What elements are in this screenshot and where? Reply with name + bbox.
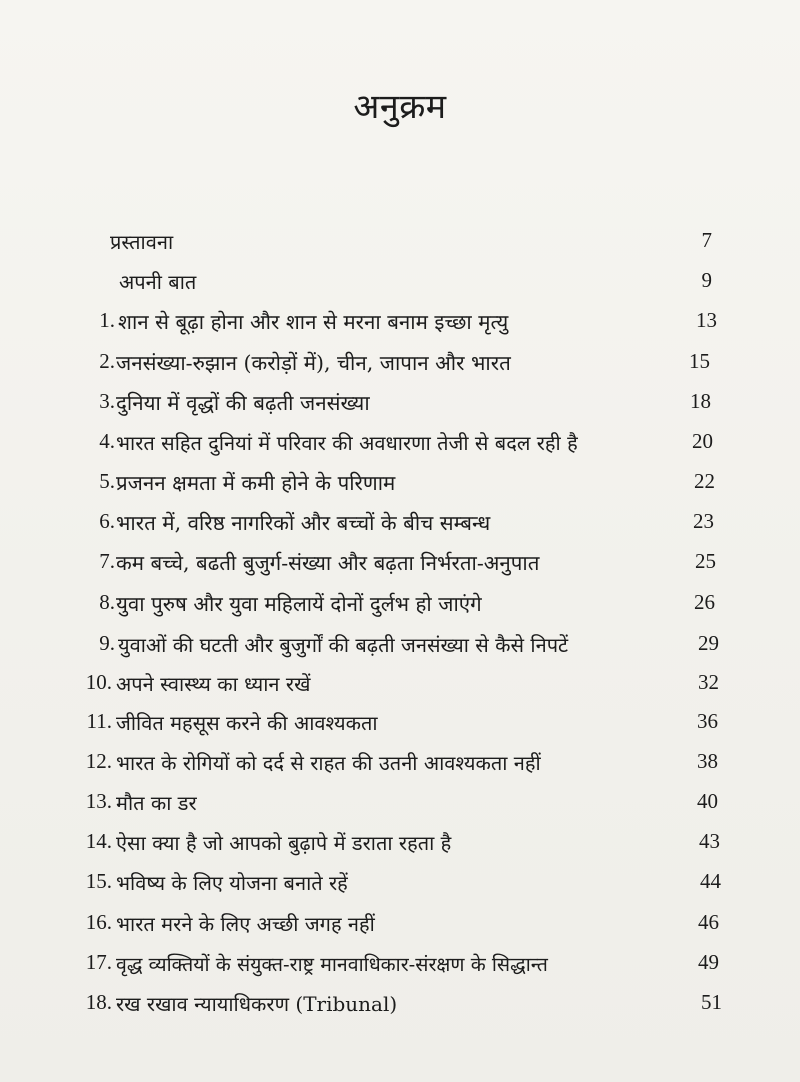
toc-entry-number: 7.: [99, 549, 115, 573]
toc-entry-number: 3.: [99, 389, 115, 413]
toc-entry: [0, 910, 800, 950]
toc-entry-number: 4.: [99, 429, 115, 453]
toc-entry-title: भारत सहित दुनियां में परिवार की अवधारणा तेजी से बदल रही है: [116, 431, 578, 455]
toc-entry-number: 10.: [85, 670, 112, 694]
toc-entry-title: ऐसा क्या है जो आपको बुढ़ापे में डराता रहता है: [116, 831, 452, 855]
toc-entry-number: 5.: [99, 469, 115, 493]
toc-entry-title: वृद्ध व्यक्तियों के संयुक्त-राष्ट्र मानवाधिकार-संरक्षण के सिद्धान्त: [116, 953, 548, 976]
page-title: अनुक्रम: [353, 87, 447, 127]
toc-entry-page-number: 36: [697, 709, 718, 733]
toc-entry-number: 2.: [99, 349, 115, 373]
toc-entry-title: युवाओं की घटती और बुजुर्गों की बढ़ती जनसंख्या से कैसे निपटें: [118, 633, 569, 657]
toc-entry: [0, 429, 800, 469]
toc-entry-number: 11.: [86, 709, 112, 733]
toc-entry-page-number: 18: [690, 389, 711, 413]
toc-entry-title: भारत मरने के लिए अच्छी जगह नहीं: [116, 912, 375, 936]
toc-entry-title: दुनिया में वृद्धों की बढ़ती जनसंख्या: [116, 391, 370, 415]
toc-entry-number: 16.: [85, 910, 112, 934]
toc-entry: [0, 950, 800, 990]
toc-entry-title: अपनी बात: [119, 270, 197, 294]
toc-entry-title: कम बच्चे, बढती बुजुर्ग-संख्या और बढ़ता निर्भरता-अनुपात: [116, 551, 540, 575]
toc-entry-page-number: 15: [689, 349, 710, 373]
toc-entry-number: 8.: [99, 590, 115, 614]
toc-entry-number: 1.: [99, 308, 115, 332]
toc-entry-page-number: 23: [693, 509, 714, 533]
toc-entry-page-number: 13: [696, 308, 717, 332]
toc-entry-title: भारत में, वरिष्ठ नागरिकों और बच्चों के बीच सम्बन्ध: [116, 511, 491, 535]
toc-entry-page-number: 20: [692, 429, 713, 453]
toc-entry-number: 9.: [99, 631, 115, 655]
toc-entry: [0, 349, 800, 389]
toc-entry-title: युवा पुरुष और युवा महिलायें दोनों दुर्लभ हो जाएंगे: [116, 592, 482, 616]
toc-entry-title: शान से बूढ़ा होना और शान से मरना बनाम इच्छा मृत्यु: [118, 310, 509, 334]
toc-entry: [0, 869, 800, 909]
toc-entry-page-number: 51: [701, 990, 722, 1014]
toc-entry-number: 15.: [85, 869, 112, 893]
toc-entry: [0, 509, 800, 549]
toc-entry: [0, 469, 800, 509]
toc-entry-title: भारत के रोगियों को दर्द से राहत की उतनी आवश्यकता नहीं: [116, 751, 541, 775]
toc-entry: [0, 228, 800, 268]
toc-entry: [0, 631, 800, 671]
toc-entry-number: 18.: [85, 990, 112, 1014]
toc-entry: [0, 308, 800, 348]
toc-entry-page-number: 9: [701, 268, 712, 292]
toc-entry-number: 17.: [85, 950, 112, 974]
toc-entry-page-number: 7: [701, 228, 712, 252]
toc-entry-page-number: 26: [694, 590, 715, 614]
toc-entry-page-number: 40: [697, 789, 718, 813]
toc-entry-page-number: 22: [694, 469, 715, 493]
toc-entry-title: अपने स्वास्थ्य का ध्यान रखें: [116, 672, 311, 696]
toc-entry-title: जनसंख्या-रुझान (करोड़ों में), चीन, जापान और भारत: [116, 351, 511, 375]
toc-entry-title: जीवित महसूस करने की आवश्यकता: [116, 711, 378, 735]
toc-entry-number: 12.: [85, 749, 112, 773]
toc-entry-page-number: 43: [699, 829, 720, 853]
toc-entry-title: रख रखाव न्यायाधिकरण (Tribunal): [116, 992, 398, 1016]
toc-entry: [0, 749, 800, 789]
toc-entry: [0, 549, 800, 589]
toc-entry: [0, 268, 800, 308]
toc-entry-page-number: 25: [695, 549, 716, 573]
toc-entry-title: मौत का डर: [116, 791, 197, 815]
toc-entry-page-number: 38: [697, 749, 718, 773]
toc-entry: [0, 670, 800, 710]
toc-entry: [0, 789, 800, 829]
toc-entry-title: प्रजनन क्षमता में कमी होने के परिणाम: [116, 471, 396, 495]
toc-entry-page-number: 32: [698, 670, 719, 694]
toc-entry-page-number: 44: [700, 869, 721, 893]
toc-entry-page-number: 29: [698, 631, 719, 655]
toc-entry: [0, 829, 800, 869]
toc-entry-title: भविष्य के लिए योजना बनाते रहें: [116, 871, 348, 895]
toc-entry-number: 13.: [85, 789, 112, 813]
toc-entry: [0, 590, 800, 630]
toc-entry: [0, 389, 800, 429]
toc-entry-number: 6.: [99, 509, 115, 533]
toc-entry-page-number: 46: [698, 910, 719, 934]
toc-entry: [0, 709, 800, 749]
toc-entry-page-number: 49: [698, 950, 719, 974]
toc-entry-number: 14.: [85, 829, 112, 853]
toc-entry: [0, 990, 800, 1030]
toc-entry-title: प्रस्तावना: [110, 230, 174, 254]
